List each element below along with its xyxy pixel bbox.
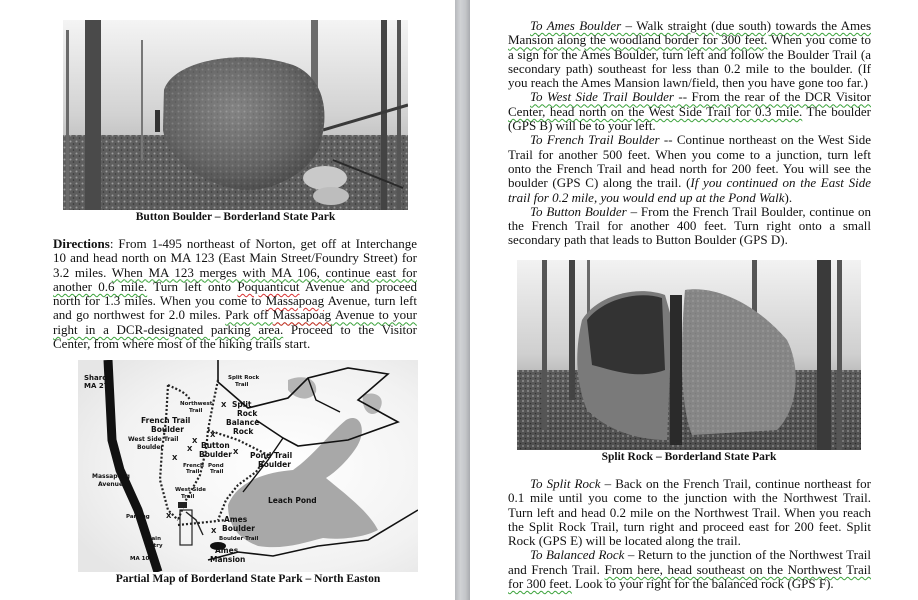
left-page bbox=[0, 0, 455, 600]
map-label-massapoag-avenue: Massapoag bbox=[92, 473, 130, 480]
map-x-ames-boulder: X bbox=[211, 527, 217, 535]
svg-text:Entry: Entry bbox=[146, 543, 163, 549]
grammar-flag[interactable]: To West Side Trail Boulder -- From the rear of the DCR Visitor Center, head north on the West Side Trail for 0.3 mile. bbox=[508, 89, 871, 119]
park-map-drawing bbox=[78, 360, 418, 572]
map-label-parking: Parking bbox=[126, 514, 150, 520]
grammar-flag[interactable]: Park off Massapoag Avenue to your right in a DCR-designated parking area. bbox=[53, 307, 417, 337]
map-label-french-trail: French bbox=[183, 463, 204, 469]
right-page bbox=[470, 0, 918, 600]
map-label-west-side-trail: West Side bbox=[175, 487, 206, 493]
map-label-boulder-trail: Boulder Trail bbox=[219, 536, 259, 542]
grammar-flag[interactable]: When MA 123 merges with MA 106, continue east for another 0.6 mile. bbox=[53, 264, 417, 294]
map-label-leach-pond: Leach Pond bbox=[268, 496, 317, 505]
map-x-pond-trail: X bbox=[233, 448, 239, 456]
split-rock-photo-image bbox=[517, 260, 861, 450]
directions-label: Directions bbox=[53, 236, 110, 251]
route-paragraphs-bottom bbox=[508, 477, 871, 591]
map-label-ames-boulder: Ames bbox=[224, 515, 248, 524]
grammar-flag[interactable]: From here, head southeast on the Northwest Trail for 300 feet. bbox=[508, 561, 871, 592]
map-label-west-side-trail-boulder: West Side Trail bbox=[128, 436, 179, 443]
map-x-split-rock: X bbox=[221, 401, 227, 409]
svg-text:Trail: Trail bbox=[235, 382, 249, 388]
svg-text:Trail: Trail bbox=[210, 469, 224, 475]
split-rock-paragraph: To Split Rock – Back on the French Trail, continue northeast for 0.1 mile until you come to the junction with the Northwest Trail. Turn left and head 0.2 mile on the Northwest Trail. When you reach the Split Rock Trail, turn right and proceed east for 200 feet. Split Rock (GPS E) will be located along the trail. bbox=[508, 476, 871, 549]
svg-text:Trail: Trail bbox=[181, 494, 195, 500]
button-boulder-paragraph: To Button Boulder – From the French Trail Boulder, continue on the French Trail for another 400 feet. Turn right onto a small secondary path that leads to Button Boulder (GPS D). bbox=[508, 203, 871, 248]
route-paragraphs-top bbox=[508, 19, 871, 248]
map-label-french-trail-boulder: French Trail bbox=[141, 416, 191, 425]
svg-text:Boulder: Boulder bbox=[222, 524, 255, 533]
map-label-ma27: MA 27 bbox=[84, 382, 109, 390]
west-side-boulder-paragraph: To West Side Trail Boulder -- From the rear of the DCR Visitor Center, head north on the West Side Trail for 0.3 mile. The boulder (GPS B) will be to your left. bbox=[508, 89, 871, 134]
map-label-sharon: Sharon bbox=[84, 374, 112, 382]
directions-paragraph: Directions: From 1-495 northeast of Norton, get off at Interchange 10 and head north on MA 123 (East Main Street/Foundry Street) for 3.2 miles. When MA 123 merges with MA 106, continue east for another 0.6 mile. Turn left onto Poquanticut Avenue and proceed north for 1.3 miles. When you come to Massapoag Avenue, turn left and go northwest for 2.0 miles. Park off Massapoag Avenue to your right in a DCR-designated parking area. Proceed to the Visitor Center, from where most of the hiking trails start. bbox=[53, 236, 417, 352]
svg-text:Trail: Trail bbox=[186, 469, 200, 475]
spelling-flag[interactable]: Massapoag bbox=[265, 293, 325, 309]
map-label-pond-trail: Pond bbox=[208, 463, 224, 469]
ames-boulder-paragraph: To Ames Boulder – Walk straight (due south) towards the Ames Mansion along the woodland border for 300 feet. When you come to a sign for the Ames Boulder, turn left and follow the Boulder Trail (a secondary path) southeast for less than 0.2 mile to the boulder. (If you reach the Ames Mansion lawn/field, then you have gone too far.) bbox=[508, 18, 872, 91]
map-label-pond-trail-boulder: Pond Trail bbox=[250, 451, 293, 460]
svg-text:Boulder: Boulder bbox=[151, 425, 184, 434]
map-label-main-entry: Main bbox=[146, 536, 161, 542]
map-label-split-rock-trail: Split Rock bbox=[228, 375, 260, 381]
svg-text:Mansion: Mansion bbox=[210, 555, 246, 564]
button-boulder-caption: Button Boulder – Borderland State Park bbox=[135, 211, 336, 223]
map-caption: Partial Map of Borderland State Park – North Easton bbox=[115, 573, 381, 585]
map-x-parking: X bbox=[166, 512, 172, 520]
map-x-button: X bbox=[187, 445, 193, 453]
svg-text:Boulder: Boulder bbox=[137, 444, 164, 451]
spelling-flag[interactable]: Poquanticut bbox=[237, 278, 300, 294]
svg-text:Avenue: Avenue bbox=[98, 481, 124, 488]
map-x-west-side: X bbox=[172, 454, 178, 462]
balanced-rock-paragraph: To Balanced Rock – Return to the junction of the Northwest Trail and French Trail. From here, head southeast on the Northwest Trail for 300 feet. Look to your right for the balanced rock (GPS F). bbox=[508, 547, 871, 592]
button-boulder-photo bbox=[63, 20, 408, 210]
map-label-button-boulder: Button bbox=[201, 441, 230, 450]
svg-text:Boulder: Boulder bbox=[258, 460, 291, 469]
page-divider bbox=[455, 0, 470, 600]
map-x-french-trail: X bbox=[192, 437, 198, 445]
svg-text:Rock: Rock bbox=[233, 427, 254, 436]
grammar-flag[interactable]: To Ames Boulder – Walk straight (due south) towards the Ames Mansion along the woodland border for 300 feet. bbox=[508, 18, 872, 48]
button-boulder-photo-image bbox=[63, 20, 408, 210]
split-rock-photo bbox=[517, 260, 861, 450]
svg-text:Rock: Rock bbox=[237, 409, 258, 418]
map-label-split-rock: Split bbox=[232, 400, 252, 409]
split-rock-caption: Split Rock – Borderland State Park bbox=[601, 451, 777, 463]
map-x-balance-rock: X bbox=[210, 431, 216, 439]
map-label-ames-mansion: Ames bbox=[215, 546, 239, 555]
svg-text:Boulder: Boulder bbox=[199, 450, 232, 459]
french-trail-boulder-paragraph: To French Trail Boulder -- Continue northeast on the West Side Trail for another 500 feet. When you come to a junction, turn left onto the French Trail and head north for 200 feet. You will see the boulder (GPS C) along the trail. (If you continued on the East Side trail for 0.2 mile, you would end up at the Pond Walk). bbox=[508, 132, 871, 205]
map-label-northwest-trail: Northwest bbox=[180, 401, 213, 407]
park-map bbox=[78, 360, 418, 572]
map-label-balance-rock: Balance bbox=[226, 418, 260, 427]
spelling-flag[interactable]: Massapoag bbox=[272, 307, 332, 323]
map-label-ma106: MA 106 bbox=[130, 556, 154, 562]
svg-text:Trail: Trail bbox=[189, 408, 203, 414]
